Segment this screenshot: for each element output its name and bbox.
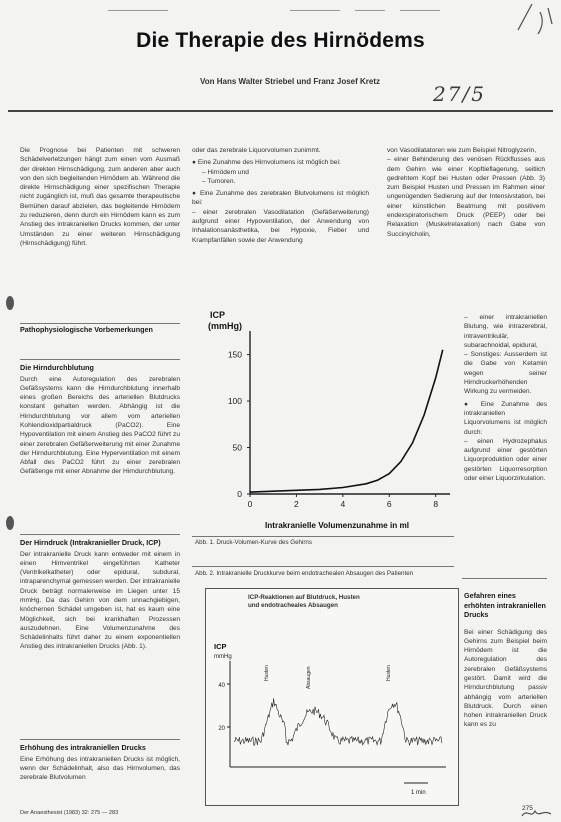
list-item: – Hirnödem und	[202, 168, 249, 176]
x-tick-label: 4	[340, 499, 346, 509]
subsection-heading: Die Hirndurchblutung	[20, 363, 94, 372]
header-line	[355, 10, 385, 11]
x-axis-label: Intrakranielle Volumenzunahme in ml	[265, 521, 410, 530]
x-tick-label: 6	[386, 499, 392, 509]
bullet-heading: ● Eine Zunahme des Hirnvolumens ist möglich bei:	[192, 159, 341, 167]
x-tick-label: 2	[294, 499, 299, 509]
figure-2-caption: Abb. 2. Intrakranielle Druckkurve beim endotrachealen Absaugen des Patienten	[195, 570, 414, 577]
bullet-text: Eine Zunahme des zerebralen Blutvolumens ist möglich bei:	[192, 190, 369, 207]
data-point	[377, 480, 378, 481]
list-item: – einer Behinderung des venösen Rückflusses aus dem Gehirn wie einer Kopftieflagerung, seitlich gedrehtem Kopf bei Husten oder Pressen (Abb. 3) zum Beispiel Husten und Pressen im Rahmen einer ungenügenden Sedierung auf der Intensivstation, bei einer künstlichen Beatmung mit positivem endexspiratorischem Druck (PEEP) oder bei Relaxation (Muskelrelaxation) nach Gabe von Succinylcholin,	[387, 156, 545, 238]
section-heading: Pathophysiologische Vorbemerkungen	[20, 325, 153, 334]
data-point	[366, 483, 367, 484]
sidebar-rule	[462, 578, 547, 579]
data-point	[389, 473, 390, 474]
column-3-narrow	[464, 313, 547, 483]
pressure-volume-curve	[250, 350, 443, 492]
handwritten-mark-bottom	[519, 806, 555, 821]
header-line	[400, 10, 440, 11]
handwritten-number: 27/5	[433, 82, 486, 106]
punch-hole	[6, 296, 14, 310]
figure-2-y-tick-label: 40	[218, 683, 225, 689]
footer-wrap	[20, 801, 220, 819]
figure-2-annotation: Absaugen	[306, 666, 312, 689]
figure-1-caption: Abb. 1. Druck-Volumen-Kurve des Gehirns	[195, 539, 312, 546]
subsection-3	[20, 743, 180, 782]
col3-intro: von Vasodilatatoren wie zum Beispiel Nitroglyzerin,	[387, 147, 537, 154]
y-axis-label: ICP	[210, 310, 226, 320]
subsection-rule	[20, 739, 180, 740]
data-point	[296, 490, 297, 491]
header-rule	[8, 110, 553, 112]
punch-hole	[6, 516, 14, 530]
subsection-heading: Der Hirndruck (Intrakranieller Druck, ICP)	[20, 538, 161, 547]
authors-wrap	[165, 71, 415, 89]
subsection-2	[20, 538, 180, 652]
y-axis-unit: (mmHg)	[208, 321, 242, 331]
icp-trace	[234, 698, 442, 745]
handwritten-number-wrap	[433, 82, 503, 110]
authors: Von Hans Walter Striebel und Franz Josef Kretz	[199, 77, 381, 86]
column-2	[192, 146, 369, 245]
figure-2-frame	[205, 588, 459, 806]
figure-2-title-line: und endotracheales Absaugen	[248, 602, 338, 609]
header-line	[108, 10, 168, 11]
bullet-heading: ● Eine Zunahme des intrakraniellen Liquorvolumens ist möglich durch:	[464, 400, 547, 436]
data-point	[319, 489, 320, 490]
figure-1-chart	[205, 306, 460, 534]
y-tick-label: 0	[237, 489, 242, 499]
figure-2-unit: mmHg	[214, 654, 232, 660]
figure-2-scale-label: 1 min	[411, 790, 426, 796]
bullet-text: Eine Zunahme des Hirnvolumens ist möglich bei:	[197, 159, 341, 167]
data-point	[442, 350, 443, 351]
column-3	[387, 146, 545, 239]
subsection-rule	[20, 534, 180, 535]
subsection-1	[20, 363, 180, 477]
page-title: Die Therapie des Hirnödems	[136, 29, 425, 52]
list-item: – Sonstiges: Ausserdem ist die Gabe von Ketamin wegen seiner Hirndruckerhöhenden Wirkung zu vermeiden.	[464, 351, 547, 396]
figure-1-caption-wrap	[195, 539, 455, 547]
icp-recording	[206, 589, 458, 805]
sidebar-heading: Gefahren eines erhöhten intrakraniellen Drucks	[464, 591, 546, 619]
intro-paragraph: Die Prognose bei Patienten mit schweren Schädelverletzungen hängt zum einen vom Ausmaß der direkten Hirnschädigung, zum anderen aber auch von den sich begleitenden Hirnödem ab. Während die direkte Hirnschädigung einer spezifischen Therapie nicht zugänglich ist, muß das gesamte therapeutische Bemühen darauf abzielen, das begleitende Hirnödem zu reduzieren, denn durch ein Hirnödem kann es zum Anstieg des intrakraniellen Drucks kommen, der unter Umständen zu einer weiteren Hirnschädigung (Hirnschädigung) führt.	[20, 147, 180, 247]
data-point	[412, 442, 413, 443]
column-1	[20, 146, 180, 248]
subsection-text: Durch eine Autoregulation des zerebralen Gefäßsystems kann die Hirndurchblutung innerhalb eines großen Bereichs des arteriellen Blutdrucks konstant gehalten werden. Abhängig ist die Hirndurchblutung vor allem vom arteriellen Kohlendioxidpartialdruck (PaCO2). Eine Hypoventilation mit einem Anstieg des PaCO2 führt zu einer zerebralen Gefäßerweiterung mit einer Zunahme der Hirndurchblutung. Eine Hyperventilation mit einem Abfall des PaCO2 führt zu einer zerebralen Gefäßenge mit einer Abnahme der Hirndurchblutung.	[20, 375, 180, 476]
subsection-text: Der intrakranielle Druck kann entweder mit einem in einen Hirnventrikel eingeführten Katheter (Ventrikelkatheter) oder epidural, subdural, intraparenchymal gemessen werden. Der intrakranielle Druck beträgt normalerweise im Liegen unter 15 mmHg. Da das Gehirn von dem unnachgiebigen, knöchernen Schädel umgeben ist, hat es kaum eine Möglichkeit, sich bei krankhaften Prozessen auszudehnen. Eine Volumenzunahme des Schädelinhalts führt daher zu einem exponentiellen Anstieg des intrakraniellen Drucks (Abb. 1).	[20, 550, 180, 651]
data-point	[400, 461, 401, 462]
figure-2-ylabel: ICP	[214, 642, 227, 651]
subsection-heading: Erhöhung des intrakraniellen Drucks	[20, 743, 146, 752]
figure-2-annotation: Husten	[386, 665, 392, 681]
y-tick-label: 100	[227, 396, 242, 407]
page-number: 275	[522, 805, 533, 812]
list-item: – Tumoren.	[202, 177, 236, 185]
section-rule	[20, 323, 180, 324]
sidebar-text: Bei einer Schädigung des Gehirns zum Beispiel beim Hirnödem ist die Autoregulation des zerebralen Gefäßsystems gestört. Damit wird die Hirndurchblutung passiv abhängig vom arteriellen Blutdruck. Durch einen hohen intrakraniellen Druck kann es zu	[464, 628, 547, 729]
section-heading-wrap	[20, 325, 180, 335]
data-point	[250, 492, 251, 493]
header-line	[290, 10, 340, 11]
bullet-heading: ● Eine Zunahme des zerebralen Blutvolumens ist möglich bei:	[192, 190, 369, 207]
data-point	[342, 487, 343, 488]
list-item: – einer zerebralen Vasodilatation (Gefäßerweiterung) aufgrund einer Hypoventilation, der Anwendung von Inhalationsanästhetika, bei Hypoxie, Fieber und Krampfanfällen sowie der Anwendung	[192, 208, 369, 244]
journal-footer: Der Anaesthesist (1983) 32: 275 — 283	[20, 810, 119, 816]
data-point	[273, 491, 274, 492]
figure-2-title-line: ICP-Reaktionen auf Blutdruck, Husten	[248, 594, 360, 601]
sidebar-box	[464, 591, 547, 730]
data-point	[424, 415, 425, 416]
subsection-text: Eine Erhöhung des intrakraniellen Drucks ist möglich, wenn der Schädelinhalt, also das Hirnvolumen, das zerebrale Blutvolumen	[20, 755, 180, 782]
col2-intro: oder das zerebrale Liquorvolumen zunimmt.	[192, 147, 321, 154]
x-tick-label: 8	[433, 499, 439, 509]
figure-2-annotation: Husten	[264, 665, 270, 681]
bullet-text: Eine Zunahme des intrakraniellen Liquorvolumens ist möglich durch:	[464, 400, 547, 436]
y-tick-label: 150	[227, 349, 242, 360]
figure-2-y-tick-label: 20	[218, 726, 225, 732]
x-tick-label: 0	[247, 499, 253, 509]
list-item: – einen Hydrozephalus aufgrund einer gestörten Liquorproduktion oder einer gestörten Liquorresorption oder einer Liquorzirkulation.	[464, 437, 547, 483]
figure-rule	[192, 566, 454, 567]
y-tick-label: 50	[232, 442, 242, 453]
data-point	[435, 377, 436, 378]
list-item: – einer intrakraniellen Blutung, wie intrazerebral, intraventrikulär, subarachnoidal, epidural,	[464, 314, 547, 349]
figure-rule	[192, 536, 454, 537]
figure-2-caption-wrap	[195, 570, 457, 578]
subsection-rule	[20, 359, 180, 360]
title-wrap	[0, 29, 561, 53]
